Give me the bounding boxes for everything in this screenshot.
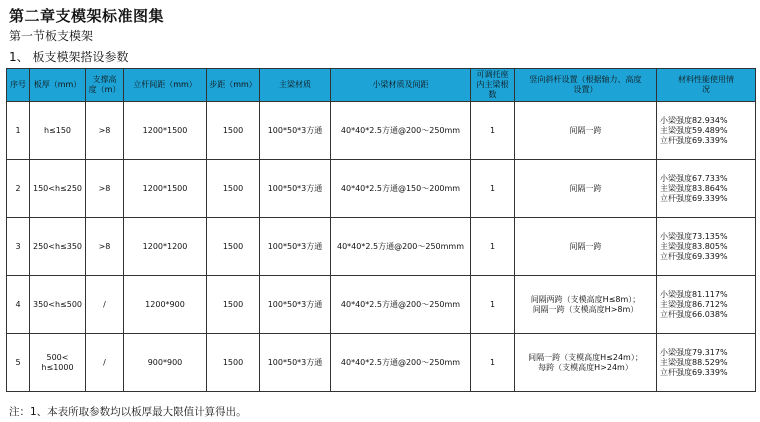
cell-index: 1 [7,102,30,160]
cell-index: 5 [7,334,30,392]
header-pole-spacing: 立杆间距（mm） [124,69,207,102]
cell-slab-thickness: 500< h≤1000 [30,334,86,392]
cell-slab-thickness: 350<h≤500 [30,276,86,334]
cell-beam-count: 1 [471,102,515,160]
table-row [7,276,756,334]
cell-diagonal-brace: 间隔一跨（支模高度H≤24m）； 每跨（支模高度H>24m） [515,334,657,392]
cell-slab-thickness: h≤150 [30,102,86,160]
cell-support-height: / [86,276,124,334]
cell-material-usage: 小梁强度81.117% 主梁强度86.712% 立杆强度66.038% [657,276,756,334]
cell-small-beam: 40*40*2.5方通@200～250mm [331,276,471,334]
cell-material-usage: 小梁强度67.733% 主梁强度83.864% 立杆强度69.339% [657,160,756,218]
cell-support-height: >8 [86,102,124,160]
cell-step-distance: 1500 [207,160,260,218]
header-small-beam: 小梁材质及间距 [331,69,471,102]
header-beam-count: 可调托座 内主梁根 数 [471,69,515,102]
header-step-distance: 步距（mm） [207,69,260,102]
header-index: 序号 [7,69,30,102]
cell-small-beam: 40*40*2.5方通@200～250mm [331,102,471,160]
cell-pole-spacing: 1200*1500 [124,102,207,160]
formwork-parameter-table [6,68,756,392]
cell-material-usage: 小梁强度73.135% 主梁强度83.805% 立杆强度69.339% [657,218,756,276]
header-slab-thickness: 板厚（mm） [30,69,86,102]
header-support-height: 支撑高 度（m） [86,69,124,102]
cell-diagonal-brace: 间隔一跨 [515,102,657,160]
table-row [7,334,756,392]
cell-beam-count: 1 [471,160,515,218]
cell-beam-count: 1 [471,276,515,334]
cell-index: 2 [7,160,30,218]
cell-step-distance: 1500 [207,276,260,334]
cell-material-usage: 小梁强度79.317% 主梁强度88.529% 立杆强度69.339% [657,334,756,392]
cell-slab-thickness: 250<h≤350 [30,218,86,276]
header-material-usage: 材料性能使用情 况 [657,69,756,102]
cell-pole-spacing: 1200*1200 [124,218,207,276]
cell-pole-spacing: 1200*1500 [124,160,207,218]
table-row [7,218,756,276]
cell-small-beam: 40*40*2.5方通@150～200mm [331,160,471,218]
cell-beam-count: 1 [471,334,515,392]
cell-pole-spacing: 900*900 [124,334,207,392]
cell-diagonal-brace: 间隔一跨 [515,218,657,276]
cell-support-height: / [86,334,124,392]
cell-main-beam: 100*50*3方通 [260,334,331,392]
section-title: 第一节板支模架 [9,29,94,43]
cell-support-height: >8 [86,160,124,218]
cell-small-beam: 40*40*2.5方通@200～250mm [331,334,471,392]
header-main-beam: 主梁材质 [260,69,331,102]
cell-material-usage: 小梁强度82.934% 主梁强度59.489% 立杆强度69.339% [657,102,756,160]
cell-small-beam: 40*40*2.5方通@200～250mmm [331,218,471,276]
cell-step-distance: 1500 [207,334,260,392]
cell-step-distance: 1500 [207,102,260,160]
header-diagonal-brace: 竖向斜杆设置（根据轴力、高度 设置） [515,69,657,102]
cell-beam-count: 1 [471,218,515,276]
footnote: 注：1、本表所取参数均以板厚最大限值计算得出。 [9,406,247,418]
table-row [7,160,756,218]
cell-diagonal-brace: 间隔一跨 [515,160,657,218]
cell-main-beam: 100*50*3方通 [260,276,331,334]
table-header-row [7,69,756,102]
sub-title: 1、 板支模架搭设参数 [9,50,129,64]
cell-step-distance: 1500 [207,218,260,276]
cell-main-beam: 100*50*3方通 [260,218,331,276]
cell-support-height: >8 [86,218,124,276]
cell-slab-thickness: 150<h≤250 [30,160,86,218]
cell-pole-spacing: 1200*900 [124,276,207,334]
cell-main-beam: 100*50*3方通 [260,160,331,218]
chapter-title: 第二章支模架标准图集 [9,7,165,25]
cell-index: 3 [7,218,30,276]
cell-main-beam: 100*50*3方通 [260,102,331,160]
table-row [7,102,756,160]
cell-diagonal-brace: 间隔两跨（支模高度H≤8m）； 间隔一跨（支模高度H>8m） [515,276,657,334]
cell-index: 4 [7,276,30,334]
